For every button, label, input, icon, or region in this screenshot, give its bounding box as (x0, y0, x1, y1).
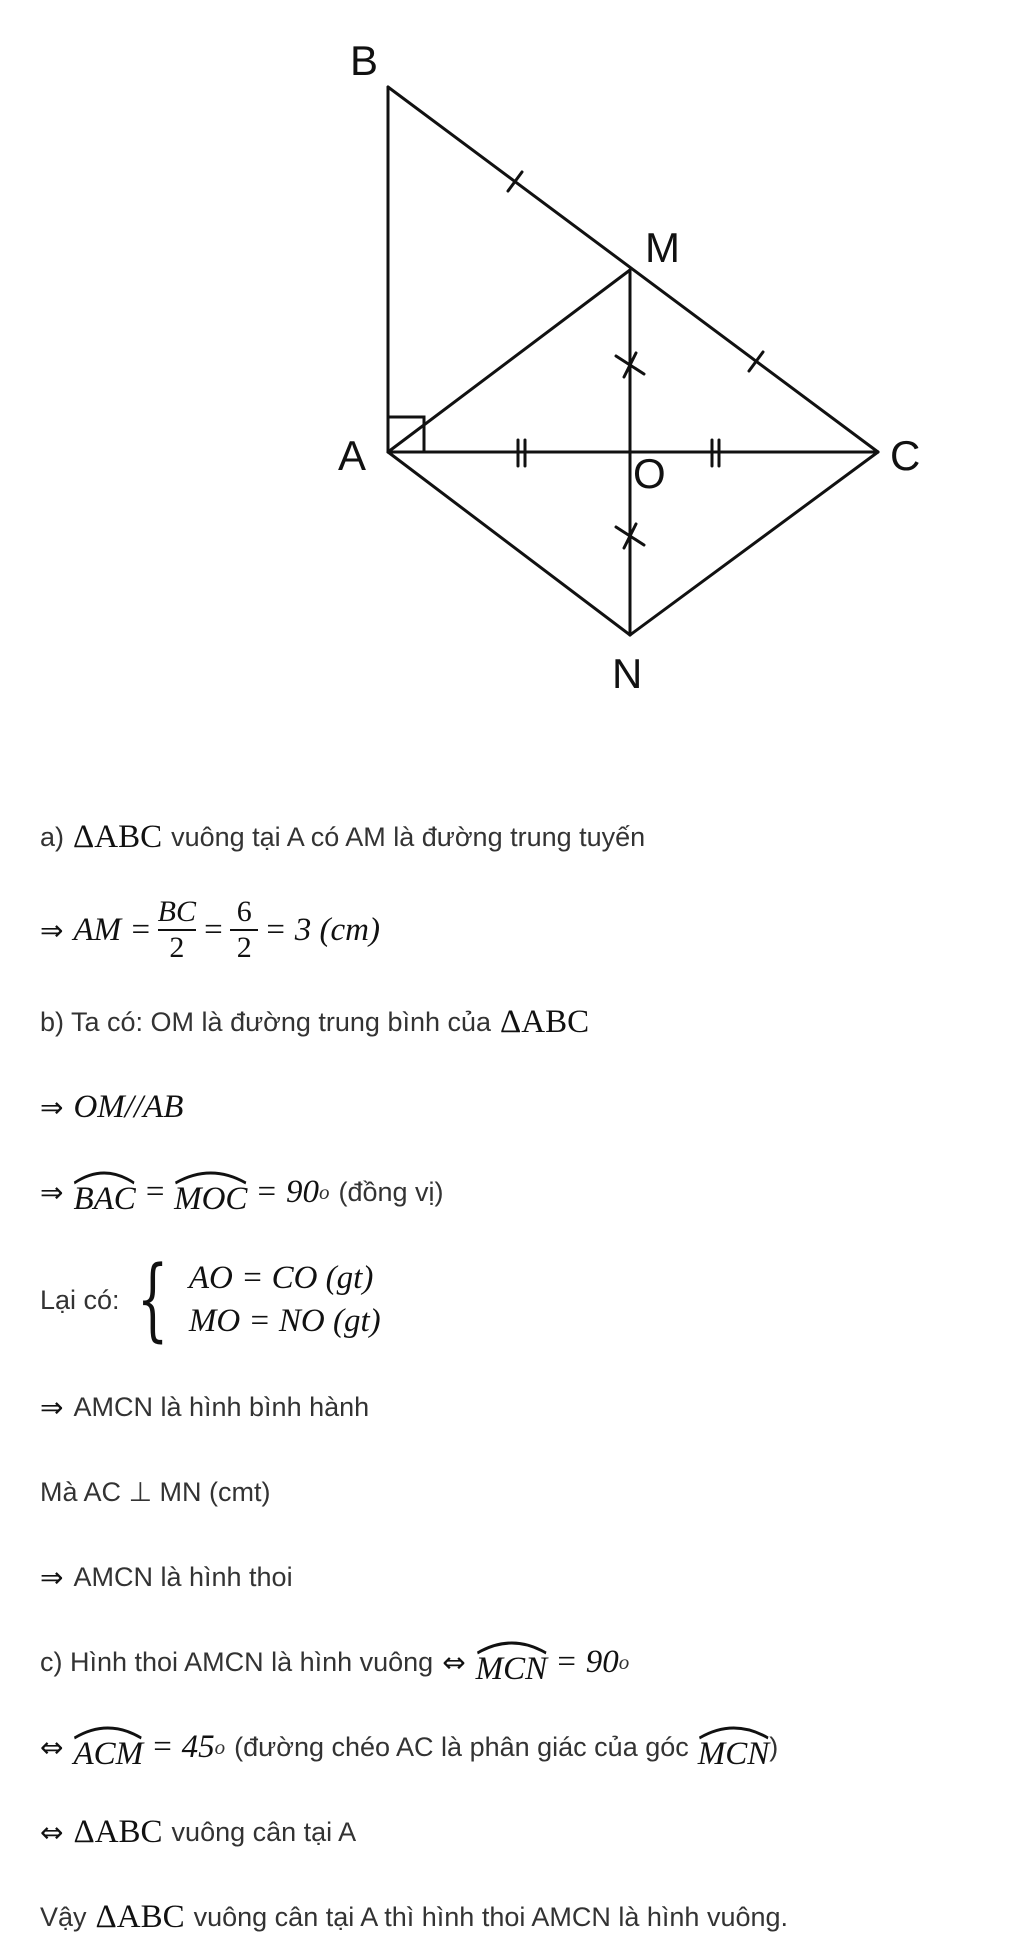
equation-mo-no: MO = NO (gt) (188, 1303, 381, 1339)
angle-bac (73, 1167, 135, 1218)
angle-value: = 90 (255, 1174, 319, 1210)
fraction-denominator: 2 (169, 931, 185, 964)
am-lhs: AM = (73, 911, 152, 948)
angle-value: = 90 (555, 1644, 619, 1680)
equals-symbol: = (201, 911, 225, 948)
final-conclusion: vuông cân tại A thì hình thoi AMCN là hình vuông. (193, 1902, 789, 1932)
tick-bm (508, 172, 522, 191)
line-c3 (40, 1790, 1000, 1875)
angle-bac-text: BAC (73, 1181, 136, 1217)
angle-acm (73, 1722, 143, 1773)
triangle-abc: ΔABC (500, 1004, 590, 1040)
part-a-text: vuông tại A có AM là đường trung tuyến (171, 822, 646, 852)
line-a2 (40, 880, 1000, 980)
parallelogram-conclusion: AMCN là hình bình hành (73, 1392, 370, 1422)
conclusion-prefix: Vậy (40, 1902, 87, 1932)
segment-nc (630, 452, 878, 635)
line-b3 (40, 1150, 1000, 1235)
implies-symbol: ⇒ (40, 1091, 64, 1124)
line-a1 (40, 795, 1000, 880)
angle-mcn (698, 1722, 770, 1773)
segment-an (388, 452, 630, 635)
iff-symbol: ⇔ (442, 1646, 466, 1679)
line-c1 (40, 1620, 1000, 1705)
lai-co-label: Lại có: (40, 1284, 120, 1315)
triangle-abc: ΔABC (73, 819, 163, 855)
note-corresponding: (đồng vị) (338, 1177, 444, 1207)
equation-system (120, 1247, 381, 1352)
brace-icon: { (136, 1247, 168, 1352)
tick-mc (749, 352, 763, 371)
om-parallel-ab: OM//AB (73, 1089, 184, 1125)
triangle-abc: ΔABC (95, 1899, 185, 1935)
label-c: C (890, 432, 921, 479)
iff-symbol: ⇔ (40, 1816, 64, 1849)
close-paren: ) (769, 1732, 779, 1762)
line-b6 (40, 1450, 1000, 1535)
label-a: A (338, 432, 367, 479)
degree-mark: o (318, 1180, 330, 1204)
rhombus-conclusion: AMCN là hình thoi (73, 1562, 293, 1592)
bisector-note: (đường chéo AC là phân giác của góc (234, 1732, 689, 1762)
fraction-denominator: 2 (236, 931, 252, 964)
fraction-6-2 (230, 895, 258, 965)
angle-acm-text: ACM (73, 1736, 144, 1772)
am-result: = 3 (cm) (264, 911, 380, 948)
triangle-abc: ΔABC (73, 1814, 163, 1850)
angle-mcn-text: MCN (697, 1736, 770, 1772)
angle-moc-text: MOC (174, 1181, 248, 1217)
fraction-bc-2 (158, 895, 196, 965)
label-o: O (633, 450, 666, 497)
perpendicular-statement: Mà AC ⊥ MN (cmt) (40, 1477, 271, 1507)
implies-symbol: ⇒ (40, 1391, 64, 1424)
label-n: N (612, 650, 643, 697)
degree-mark: o (618, 1650, 630, 1674)
angle-value: = 45 (151, 1729, 215, 1765)
implies-symbol: ⇒ (40, 1176, 64, 1209)
equals-symbol: = (143, 1174, 167, 1210)
label-m: M (645, 224, 680, 271)
line-b2 (40, 1065, 1000, 1150)
degree-mark: o (214, 1735, 226, 1759)
angle-mcn (476, 1637, 548, 1688)
part-c-text: c) Hình thoi AMCN là hình vuông (40, 1647, 434, 1677)
implies-symbol: ⇒ (40, 1561, 64, 1594)
solution-text (40, 795, 1000, 1960)
equation-ao-co: AO = CO (gt) (188, 1260, 374, 1296)
iff-symbol: ⇔ (40, 1731, 64, 1764)
line-b4 (40, 1235, 1000, 1365)
fraction-numerator: BC (157, 895, 196, 928)
line-b1 (40, 980, 1000, 1065)
geometry-figure (0, 0, 1024, 720)
label-b: B (350, 37, 379, 84)
part-a-prefix: a) (40, 822, 65, 852)
part-b-text: b) Ta có: OM là đường trung bình của (40, 1007, 492, 1037)
fraction-numerator: 6 (236, 895, 252, 928)
isosceles-right-text: vuông cân tại A (171, 1817, 357, 1847)
implies-symbol: ⇒ (40, 913, 64, 947)
line-b5 (40, 1365, 1000, 1450)
line-b7 (40, 1535, 1000, 1620)
angle-moc (174, 1167, 247, 1218)
angle-mcn-text: MCN (475, 1651, 548, 1687)
line-c2 (40, 1705, 1000, 1790)
line-c4 (40, 1875, 1000, 1960)
